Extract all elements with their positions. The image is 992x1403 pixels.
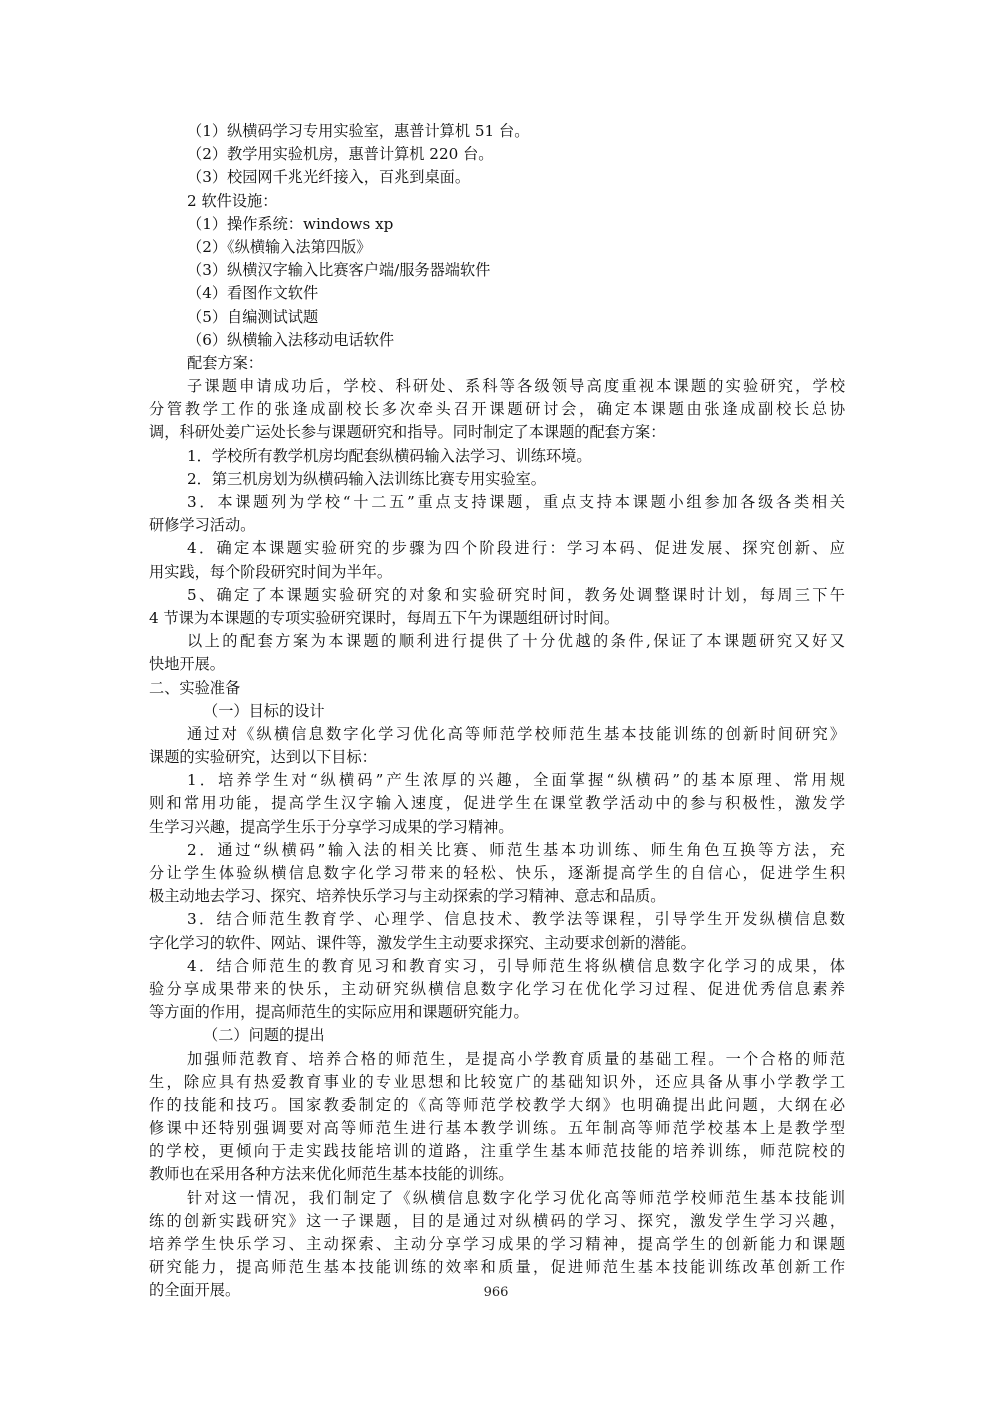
software-item-6: （6）纵横输入法移动电话软件 [187,330,395,349]
software-heading: 2 软件设施： [187,191,278,210]
paragraph-line: 针对这一情况，我们制定了《纵横信息数字化学习优化高等师范学校师范生基本技能训 [187,1188,845,1207]
hardware-item-3: （3）校园网千兆光纤接入，百兆到桌面。 [187,168,471,187]
goal-item-3: 3．结合师范生教育学、心理学、信息技术、教学法等课程，引导学生开发纵横信息数 [187,910,845,929]
hardware-item-2: （2）教学用实验机房，惠普计算机 220 台。 [187,145,494,164]
paragraph-line: 4 节课为本课题的专项实验研究课时，每周五下午为课题组研讨时间。 [149,608,620,627]
plan-item-4: 4．确定本课题实验研究的步骤为四个阶段进行：学习本码、促进发展、探究创新、应 [187,539,845,558]
goal-item-1: 1．培养学生对“纵横码”产生浓厚的兴趣，全面掌握“纵横码”的基本原理、常用规 [187,771,845,790]
support-plan-heading: 配套方案： [187,353,263,372]
paragraph-line: 生，除应具有热爱教育事业的专业思想和比较宽广的基础知识外，还应具备从事小学教学工 [149,1072,845,1091]
paragraph-line: 的学校，更倾向于走实践技能培训的道路，注重学生基本师范技能的培养训练，师范院校的 [149,1142,845,1161]
paragraph-line: 极主动地去学习、探究、培养快乐学习与主动探索的学习精神、意志和品质。 [149,887,666,906]
paragraph-line: 生学习兴趣，提高学生乐于分享学习成果的学习精神。 [149,817,514,836]
goal-item-2: 2．通过“纵横码”输入法的相关比赛、师范生基本功训练、师生角色互换等方法，充 [187,840,845,859]
plan-item-5: 5、确定了本课题实验研究的对象和实验研究时间，教务处调整课时计划，每周三下午 [187,585,845,604]
paragraph-line: 的全面开展。 [149,1281,241,1300]
section-heading: 二、实验准备 [149,678,241,697]
paragraph-line: 练的创新实践研究》这一子课题，目的是通过对纵横码的学习、探究，激发学生学习兴趣， [149,1211,845,1230]
paragraph-line: 研修学习活动。 [149,516,256,535]
hardware-item-1: （1）纵横码学习专用实验室，惠普计算机 51 台。 [187,122,530,140]
paragraph-line: 则和常用功能，提高学生汉字输入速度，促进学生在课堂教学活动中的参与积极性，激发学 [149,794,845,813]
page-number: 966 [483,1285,509,1300]
paragraph-line: 教师也在采用各种方法来优化师范生基本技能的训练。 [149,1165,514,1184]
paragraph-line: 作的技能和技巧。国家教委制定的《高等师范学校教学大纲》也明确提出此问题，大纲在必 [149,1095,845,1114]
software-item-3: （3）纵横汉字输入比赛客户端/服务器端软件 [187,261,491,280]
software-item-5: （5）自编测试试题 [187,307,319,326]
paragraph-line: 验分享成果带来的快乐，主动研究纵横信息数字化学习在优化学习过程、促进优秀信息素养 [149,979,845,998]
paragraph-line: 修课中还特别强调要对高等师范生进行基本教学训练。五年制高等师范学校基本上是教学型 [149,1119,845,1138]
paragraph-line: 分管教学工作的张逢成副校长多次牵头召开课题研讨会，确定本课题由张逢成副校长总协 [149,400,845,419]
paragraph-line: 子课题申请成功后，学校、科研处、系科等各级领导高度重视本课题的实验研究，学校 [187,377,845,396]
subsection-heading: （二）问题的提出 [203,1026,325,1045]
paragraph-line: 用实践，每个阶段研究时间为半年。 [149,562,392,581]
paragraph-line: 加强师范教育、培养合格的师范生，是提高小学教育质量的基础工程。一个合格的师范 [187,1049,845,1068]
software-item-4: （4）看图作文软件 [187,284,319,303]
subsection-heading: （一）目标的设计 [203,701,325,720]
plan-item-2: 2．第三机房划为纵横码输入法训练比赛专用实验室。 [187,469,546,488]
plan-item-1: 1．学校所有教学机房均配套纵横码输入法学习、训练环境。 [187,446,592,465]
paragraph-line: 等方面的作用，提高师范生的实际应用和课题研究能力。 [149,1003,529,1022]
paragraph-line: 研究能力，提高师范生基本技能训练的效率和质量，促进师范生基本技能训练改革创新工作 [149,1258,845,1277]
paragraph-line: 分让学生体验纵横信息数字化学习带来的轻松、快乐，逐渐提高学生的自信心，促进学生积 [149,864,845,882]
paragraph-line: 以上的配套方案为本课题的顺利进行提供了十分优越的条件,保证了本课题研究又好又 [187,632,845,651]
paragraph-line: 调，科研处姜广运处长参与课题研究和指导。同时制定了本课题的配套方案： [149,423,666,442]
paragraph-line: 通过对《纵横信息数字化学习优化高等师范学校师范生基本技能训练的创新时间研究》 [187,724,845,743]
paragraph-line: 课题的实验研究，达到以下目标： [149,748,377,767]
software-item-1: （1）操作系统：windows xp [187,214,394,233]
paragraph-line: 快地开展。 [149,655,225,674]
paragraph-line: 培养学生快乐学习、主动探索、主动分享学习成果的学习精神，提高学生的创新能力和课题 [149,1235,845,1253]
plan-item-3: 3．本课题列为学校“十二五”重点支持课题，重点支持本课题小组参加各级各类相关 [187,493,845,511]
paragraph-line: 字化学习的软件、网站、课件等，激发学生主动要求探究、主动要求创新的潜能。 [149,933,696,952]
software-item-2: （2）《纵横输入法第四版》 [187,237,372,256]
goal-item-4: 4．结合师范生的教育见习和教育实习，引导师范生将纵横信息数字化学习的成果，体 [187,956,845,975]
document-body [149,120,845,1303]
